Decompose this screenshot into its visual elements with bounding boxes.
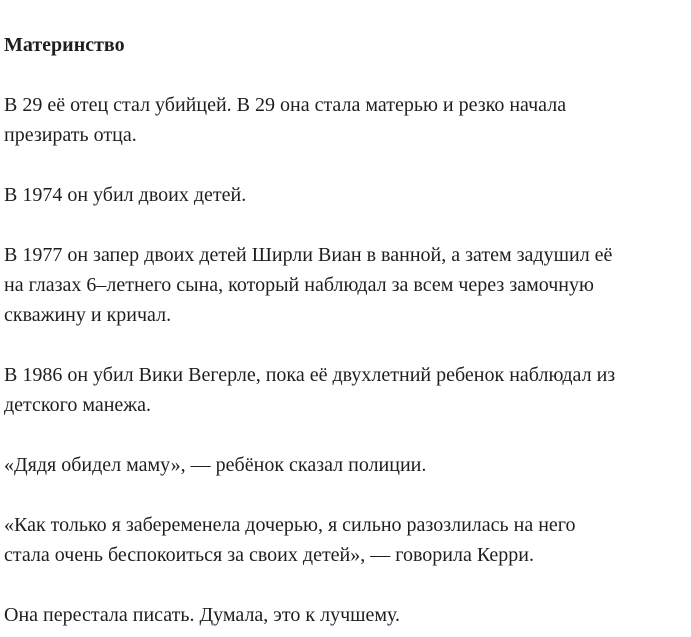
paragraph-line: презирать отца. xyxy=(4,124,137,146)
paragraph-1977 xyxy=(4,240,688,330)
paragraph-1974 xyxy=(4,180,688,210)
section-heading: Материнство xyxy=(4,34,125,56)
paragraph-line: стала очень беспокоиться за своих детей», — говорила Керри. xyxy=(4,544,534,566)
paragraph-line: «Как только я забеременела дочерью, я сильно разозлилась на него xyxy=(4,514,576,536)
paragraph-quote-kerry xyxy=(4,510,688,570)
paragraph-line: В 29 её отец стал убийцей. В 29 она стала матерью и резко начала xyxy=(4,94,567,116)
paragraph-line: В 1974 он убил двоих детей. xyxy=(4,184,247,206)
paragraph-line: «Дядя обидел маму», — ребёнок сказал полиции. xyxy=(4,454,427,476)
paragraph-line: В 1977 он запер двоих детей Ширли Виан в ванной, а затем задушил её xyxy=(4,244,613,266)
paragraph-line: детского манежа. xyxy=(4,394,151,416)
paragraph-line: Она перестала писать. Думала, это к лучшему. xyxy=(4,604,401,626)
paragraph-line: В 1986 он убил Вики Вегерле, пока её двухлетний ребенок наблюдал из xyxy=(4,364,616,386)
paragraph-line: скважину и кричал. xyxy=(4,304,172,326)
paragraph-quote-child xyxy=(4,450,688,480)
paragraph-1986 xyxy=(4,360,688,420)
paragraph-line: на глазах 6–летнего сына, который наблюдал за всем через замочную xyxy=(4,274,594,296)
paragraph-stopped-writing xyxy=(4,600,688,630)
paragraph-motherhood xyxy=(4,90,688,150)
